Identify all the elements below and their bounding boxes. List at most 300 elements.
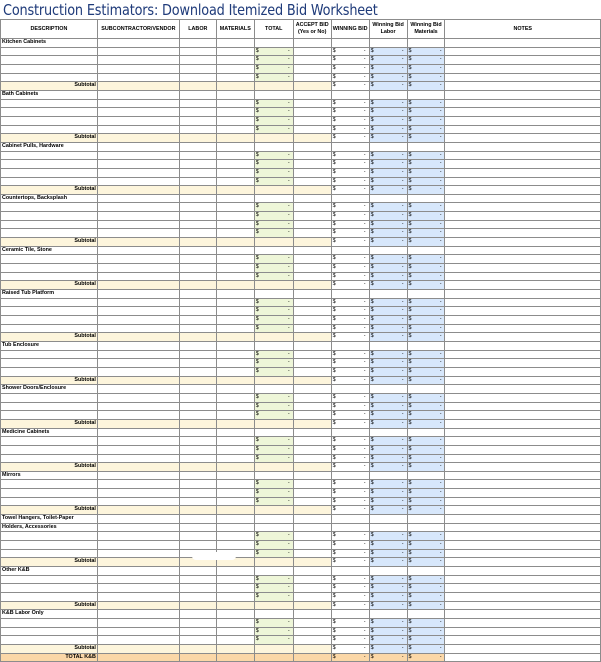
notes-cell[interactable]	[445, 532, 601, 541]
cell[interactable]	[293, 471, 331, 480]
column-header-total[interactable]: TOTAL	[254, 20, 293, 39]
subcontractor-cell[interactable]	[97, 419, 179, 428]
winning-bid-materials-cell[interactable]	[407, 575, 445, 584]
description-cell[interactable]	[1, 229, 98, 238]
subcontractor-cell[interactable]	[97, 393, 179, 402]
grand-total-label[interactable]: TOTAL K&B	[1, 653, 98, 662]
winning-bid-cell[interactable]	[331, 108, 369, 117]
labor-cell[interactable]	[179, 584, 216, 593]
cell[interactable]	[445, 39, 601, 48]
winning-bid-cell[interactable]	[331, 489, 369, 498]
accept-bid-cell[interactable]	[293, 47, 331, 56]
winning-bid-labor-cell[interactable]	[369, 532, 407, 541]
labor-cell[interactable]	[179, 532, 216, 541]
winning-bid-labor-cell[interactable]	[369, 445, 407, 454]
total-cell[interactable]	[254, 454, 293, 463]
total-cell[interactable]	[254, 177, 293, 186]
materials-cell[interactable]	[216, 359, 254, 368]
materials-subtotal-cell[interactable]	[216, 376, 254, 385]
description-cell[interactable]	[1, 272, 98, 281]
accept-bid-cell[interactable]	[293, 636, 331, 645]
winning-bid-materials-subtotal-cell[interactable]	[407, 281, 445, 290]
subcontractor-cell[interactable]	[97, 463, 179, 472]
labor-cell[interactable]	[179, 454, 216, 463]
materials-cell[interactable]	[216, 229, 254, 238]
cell[interactable]	[216, 39, 254, 48]
materials-cell[interactable]	[216, 367, 254, 376]
cell[interactable]	[179, 428, 216, 437]
materials-cell[interactable]	[216, 584, 254, 593]
materials-cell[interactable]	[216, 177, 254, 186]
materials-cell[interactable]	[216, 575, 254, 584]
cell[interactable]	[293, 194, 331, 203]
cell[interactable]	[179, 385, 216, 394]
subcontractor-cell[interactable]	[97, 220, 179, 229]
labor-cell[interactable]	[179, 627, 216, 636]
winning-bid-cell[interactable]	[331, 350, 369, 359]
accept-bid-cell[interactable]	[293, 333, 331, 342]
winning-bid-subtotal-cell[interactable]	[331, 333, 369, 342]
notes-cell[interactable]	[445, 82, 601, 91]
winning-bid-labor-cell[interactable]	[369, 324, 407, 333]
winning-bid-labor-cell[interactable]	[369, 489, 407, 498]
section-name[interactable]: Kitchen Cabinets	[1, 39, 98, 48]
cell[interactable]	[179, 246, 216, 255]
subcontractor-cell[interactable]	[97, 212, 179, 221]
labor-cell[interactable]	[179, 541, 216, 550]
total-cell[interactable]	[254, 636, 293, 645]
cell[interactable]	[407, 428, 445, 437]
winning-bid-cell[interactable]	[331, 367, 369, 376]
subcontractor-cell[interactable]	[97, 350, 179, 359]
description-cell[interactable]	[1, 47, 98, 56]
winning-bid-cell[interactable]	[331, 393, 369, 402]
winning-bid-cell[interactable]	[331, 298, 369, 307]
notes-cell[interactable]	[445, 593, 601, 602]
materials-subtotal-cell[interactable]	[216, 281, 254, 290]
total-cell[interactable]	[254, 489, 293, 498]
total-cell[interactable]	[254, 445, 293, 454]
winning-bid-materials-subtotal-cell[interactable]	[407, 376, 445, 385]
description-cell[interactable]	[1, 618, 98, 627]
labor-subtotal-cell[interactable]	[179, 333, 216, 342]
materials-cell[interactable]	[216, 151, 254, 160]
notes-cell[interactable]	[445, 506, 601, 515]
winning-bid-materials-cell[interactable]	[407, 593, 445, 602]
winning-bid-materials-cell[interactable]	[407, 437, 445, 446]
accept-bid-cell[interactable]	[293, 627, 331, 636]
subtotal-label[interactable]: Subtotal	[1, 376, 98, 385]
winning-bid-materials-subtotal-cell[interactable]	[407, 644, 445, 653]
accept-bid-cell[interactable]	[293, 264, 331, 273]
winning-bid-labor-cell[interactable]	[369, 177, 407, 186]
labor-subtotal-cell[interactable]	[179, 419, 216, 428]
cell[interactable]	[97, 142, 179, 151]
notes-cell[interactable]	[445, 480, 601, 489]
subcontractor-cell[interactable]	[97, 298, 179, 307]
labor-cell[interactable]	[179, 56, 216, 65]
winning-bid-materials-cell[interactable]	[407, 489, 445, 498]
winning-bid-materials-cell[interactable]	[407, 636, 445, 645]
subtotal-label[interactable]: Subtotal	[1, 186, 98, 195]
total-cell[interactable]	[254, 203, 293, 212]
labor-subtotal-cell[interactable]	[179, 644, 216, 653]
winning-bid-subtotal-cell[interactable]	[331, 134, 369, 143]
notes-cell[interactable]	[445, 160, 601, 169]
notes-cell[interactable]	[445, 324, 601, 333]
accept-bid-cell[interactable]	[293, 445, 331, 454]
cell[interactable]	[97, 610, 179, 619]
notes-cell[interactable]	[445, 558, 601, 567]
description-cell[interactable]	[1, 212, 98, 221]
notes-cell[interactable]	[445, 541, 601, 550]
materials-cell[interactable]	[216, 593, 254, 602]
section-name[interactable]: K&B Labor Only	[1, 610, 98, 619]
winning-bid-materials-cell[interactable]	[407, 177, 445, 186]
grand-total-cell[interactable]	[254, 653, 293, 662]
cell[interactable]	[179, 90, 216, 99]
subcontractor-cell[interactable]	[97, 64, 179, 73]
total-subtotal-cell[interactable]	[254, 463, 293, 472]
materials-cell[interactable]	[216, 203, 254, 212]
description-cell[interactable]	[1, 298, 98, 307]
cell[interactable]	[216, 523, 254, 532]
accept-bid-cell[interactable]	[293, 367, 331, 376]
notes-cell[interactable]	[445, 281, 601, 290]
winning-bid-subtotal-cell[interactable]	[331, 238, 369, 247]
section-name[interactable]: Tub Enclosure	[1, 341, 98, 350]
total-subtotal-cell[interactable]	[254, 186, 293, 195]
description-cell[interactable]	[1, 532, 98, 541]
winning-bid-labor-cell[interactable]	[369, 73, 407, 82]
winning-bid-materials-cell[interactable]	[407, 307, 445, 316]
description-cell[interactable]	[1, 255, 98, 264]
notes-cell[interactable]	[445, 393, 601, 402]
section-name[interactable]: Mirrors	[1, 471, 98, 480]
cell[interactable]	[369, 341, 407, 350]
cell[interactable]	[97, 471, 179, 480]
section-name-continued[interactable]: Holders, Accessories	[1, 523, 98, 532]
cell[interactable]	[369, 428, 407, 437]
winning-bid-materials-cell[interactable]	[407, 64, 445, 73]
materials-cell[interactable]	[216, 541, 254, 550]
description-cell[interactable]	[1, 627, 98, 636]
description-cell[interactable]	[1, 64, 98, 73]
cell[interactable]	[254, 428, 293, 437]
winning-bid-cell[interactable]	[331, 549, 369, 558]
notes-cell[interactable]	[445, 47, 601, 56]
subcontractor-cell[interactable]	[97, 125, 179, 134]
winning-bid-materials-subtotal-cell[interactable]	[407, 82, 445, 91]
labor-cell[interactable]	[179, 264, 216, 273]
cell[interactable]	[254, 90, 293, 99]
winning-bid-materials-cell[interactable]	[407, 151, 445, 160]
winning-bid-materials-cell[interactable]	[407, 497, 445, 506]
materials-cell[interactable]	[216, 489, 254, 498]
winning-bid-labor-cell[interactable]	[369, 350, 407, 359]
notes-cell[interactable]	[445, 636, 601, 645]
grand-total-cell[interactable]	[216, 653, 254, 662]
total-cell[interactable]	[254, 593, 293, 602]
cell[interactable]	[254, 610, 293, 619]
subcontractor-cell[interactable]	[97, 134, 179, 143]
notes-cell[interactable]	[445, 333, 601, 342]
accept-bid-cell[interactable]	[293, 402, 331, 411]
notes-cell[interactable]	[445, 298, 601, 307]
materials-subtotal-cell[interactable]	[216, 186, 254, 195]
subcontractor-cell[interactable]	[97, 376, 179, 385]
cell[interactable]	[445, 341, 601, 350]
winning-bid-cell[interactable]	[331, 125, 369, 134]
winning-bid-materials-cell[interactable]	[407, 350, 445, 359]
winning-bid-materials-cell[interactable]	[407, 402, 445, 411]
notes-cell[interactable]	[445, 307, 601, 316]
winning-bid-cell[interactable]	[331, 636, 369, 645]
materials-cell[interactable]	[216, 160, 254, 169]
winning-bid-materials-subtotal-cell[interactable]	[407, 463, 445, 472]
materials-cell[interactable]	[216, 168, 254, 177]
description-cell[interactable]	[1, 636, 98, 645]
accept-bid-cell[interactable]	[293, 160, 331, 169]
column-header-notes[interactable]: NOTES	[445, 20, 601, 39]
accept-bid-cell[interactable]	[293, 56, 331, 65]
subcontractor-cell[interactable]	[97, 541, 179, 550]
description-cell[interactable]	[1, 116, 98, 125]
labor-cell[interactable]	[179, 177, 216, 186]
accept-bid-cell[interactable]	[293, 541, 331, 550]
description-cell[interactable]	[1, 593, 98, 602]
subcontractor-cell[interactable]	[97, 281, 179, 290]
winning-bid-labor-subtotal-cell[interactable]	[369, 601, 407, 610]
total-cell[interactable]	[254, 272, 293, 281]
cell[interactable]	[179, 610, 216, 619]
labor-cell[interactable]	[179, 160, 216, 169]
cell[interactable]	[216, 341, 254, 350]
materials-cell[interactable]	[216, 497, 254, 506]
cell[interactable]	[97, 194, 179, 203]
description-cell[interactable]	[1, 56, 98, 65]
materials-cell[interactable]	[216, 73, 254, 82]
cell[interactable]	[179, 39, 216, 48]
cell[interactable]	[331, 39, 369, 48]
notes-cell[interactable]	[445, 316, 601, 325]
subcontractor-cell[interactable]	[97, 99, 179, 108]
cell[interactable]	[331, 471, 369, 480]
cell[interactable]	[331, 90, 369, 99]
winning-bid-labor-cell[interactable]	[369, 108, 407, 117]
cell[interactable]	[331, 385, 369, 394]
grand-total-cell[interactable]	[293, 653, 331, 662]
notes-cell[interactable]	[445, 445, 601, 454]
cell[interactable]	[254, 385, 293, 394]
description-cell[interactable]	[1, 151, 98, 160]
subcontractor-cell[interactable]	[97, 272, 179, 281]
cell[interactable]	[216, 90, 254, 99]
total-cell[interactable]	[254, 575, 293, 584]
subcontractor-cell[interactable]	[97, 177, 179, 186]
cell[interactable]	[254, 194, 293, 203]
cell[interactable]	[254, 341, 293, 350]
description-cell[interactable]	[1, 480, 98, 489]
total-cell[interactable]	[254, 99, 293, 108]
cell[interactable]	[216, 515, 254, 524]
section-name[interactable]: Cabinet Pulls, Hardware	[1, 142, 98, 151]
winning-bid-labor-subtotal-cell[interactable]	[369, 134, 407, 143]
notes-cell[interactable]	[445, 359, 601, 368]
winning-bid-labor-cell[interactable]	[369, 402, 407, 411]
winning-bid-labor-cell[interactable]	[369, 541, 407, 550]
notes-cell[interactable]	[445, 168, 601, 177]
description-cell[interactable]	[1, 168, 98, 177]
winning-bid-labor-cell[interactable]	[369, 316, 407, 325]
winning-bid-labor-cell[interactable]	[369, 618, 407, 627]
winning-bid-materials-cell[interactable]	[407, 272, 445, 281]
total-cell[interactable]	[254, 618, 293, 627]
winning-bid-labor-subtotal-cell[interactable]	[369, 463, 407, 472]
winning-bid-labor-cell[interactable]	[369, 393, 407, 402]
notes-cell[interactable]	[445, 238, 601, 247]
materials-cell[interactable]	[216, 437, 254, 446]
accept-bid-cell[interactable]	[293, 601, 331, 610]
winning-bid-labor-cell[interactable]	[369, 454, 407, 463]
cell[interactable]	[369, 194, 407, 203]
winning-bid-materials-cell[interactable]	[407, 264, 445, 273]
subcontractor-cell[interactable]	[97, 108, 179, 117]
labor-subtotal-cell[interactable]	[179, 601, 216, 610]
section-name[interactable]: Countertops, Backsplash	[1, 194, 98, 203]
materials-subtotal-cell[interactable]	[216, 463, 254, 472]
materials-cell[interactable]	[216, 393, 254, 402]
subcontractor-cell[interactable]	[97, 82, 179, 91]
total-cell[interactable]	[254, 64, 293, 73]
cell[interactable]	[293, 142, 331, 151]
total-cell[interactable]	[254, 393, 293, 402]
labor-cell[interactable]	[179, 350, 216, 359]
winning-bid-cell[interactable]	[331, 402, 369, 411]
winning-bid-materials-cell[interactable]	[407, 160, 445, 169]
winning-bid-cell[interactable]	[331, 316, 369, 325]
accept-bid-cell[interactable]	[293, 229, 331, 238]
accept-bid-cell[interactable]	[293, 411, 331, 420]
grand-total-winning-bid-materials[interactable]	[407, 653, 445, 662]
winning-bid-labor-subtotal-cell[interactable]	[369, 281, 407, 290]
accept-bid-cell[interactable]	[293, 618, 331, 627]
total-subtotal-cell[interactable]	[254, 281, 293, 290]
cell[interactable]	[331, 515, 369, 524]
winning-bid-labor-cell[interactable]	[369, 437, 407, 446]
cell[interactable]	[369, 471, 407, 480]
cell[interactable]	[293, 515, 331, 524]
labor-cell[interactable]	[179, 575, 216, 584]
description-cell[interactable]	[1, 575, 98, 584]
cell[interactable]	[254, 523, 293, 532]
description-cell[interactable]	[1, 125, 98, 134]
cell[interactable]	[254, 39, 293, 48]
total-cell[interactable]	[254, 324, 293, 333]
cell[interactable]	[369, 610, 407, 619]
winning-bid-labor-cell[interactable]	[369, 549, 407, 558]
materials-cell[interactable]	[216, 445, 254, 454]
winning-bid-cell[interactable]	[331, 454, 369, 463]
total-cell[interactable]	[254, 73, 293, 82]
accept-bid-cell[interactable]	[293, 350, 331, 359]
cell[interactable]	[407, 471, 445, 480]
description-cell[interactable]	[1, 367, 98, 376]
notes-cell[interactable]	[445, 497, 601, 506]
cell[interactable]	[331, 523, 369, 532]
cell[interactable]	[179, 471, 216, 480]
materials-cell[interactable]	[216, 411, 254, 420]
labor-cell[interactable]	[179, 203, 216, 212]
winning-bid-labor-cell[interactable]	[369, 359, 407, 368]
cell[interactable]	[293, 90, 331, 99]
notes-cell[interactable]	[445, 411, 601, 420]
labor-cell[interactable]	[179, 73, 216, 82]
total-subtotal-cell[interactable]	[254, 333, 293, 342]
notes-cell[interactable]	[445, 229, 601, 238]
description-cell[interactable]	[1, 316, 98, 325]
winning-bid-cell[interactable]	[331, 212, 369, 221]
accept-bid-cell[interactable]	[293, 437, 331, 446]
total-subtotal-cell[interactable]	[254, 82, 293, 91]
winning-bid-materials-cell[interactable]	[407, 359, 445, 368]
grand-total-cell[interactable]	[179, 653, 216, 662]
accept-bid-cell[interactable]	[293, 497, 331, 506]
labor-subtotal-cell[interactable]	[179, 376, 216, 385]
labor-cell[interactable]	[179, 402, 216, 411]
notes-cell[interactable]	[445, 186, 601, 195]
total-cell[interactable]	[254, 168, 293, 177]
total-cell[interactable]	[254, 497, 293, 506]
notes-cell[interactable]	[445, 116, 601, 125]
winning-bid-cell[interactable]	[331, 220, 369, 229]
winning-bid-labor-cell[interactable]	[369, 411, 407, 420]
cell[interactable]	[445, 471, 601, 480]
description-cell[interactable]	[1, 307, 98, 316]
cell[interactable]	[407, 90, 445, 99]
total-cell[interactable]	[254, 411, 293, 420]
winning-bid-materials-cell[interactable]	[407, 99, 445, 108]
cell[interactable]	[369, 515, 407, 524]
winning-bid-materials-cell[interactable]	[407, 532, 445, 541]
winning-bid-labor-cell[interactable]	[369, 229, 407, 238]
winning-bid-labor-subtotal-cell[interactable]	[369, 644, 407, 653]
total-cell[interactable]	[254, 402, 293, 411]
materials-cell[interactable]	[216, 532, 254, 541]
winning-bid-cell[interactable]	[331, 56, 369, 65]
cell[interactable]	[216, 194, 254, 203]
winning-bid-labor-cell[interactable]	[369, 307, 407, 316]
notes-cell[interactable]	[445, 108, 601, 117]
labor-cell[interactable]	[179, 108, 216, 117]
winning-bid-subtotal-cell[interactable]	[331, 463, 369, 472]
notes-cell[interactable]	[445, 618, 601, 627]
labor-cell[interactable]	[179, 116, 216, 125]
labor-cell[interactable]	[179, 64, 216, 73]
cell[interactable]	[179, 515, 216, 524]
winning-bid-cell[interactable]	[331, 411, 369, 420]
accept-bid-cell[interactable]	[293, 238, 331, 247]
labor-cell[interactable]	[179, 255, 216, 264]
total-cell[interactable]	[254, 541, 293, 550]
winning-bid-cell[interactable]	[331, 229, 369, 238]
grand-total-winning-bid[interactable]	[331, 653, 369, 662]
winning-bid-labor-cell[interactable]	[369, 298, 407, 307]
cell[interactable]	[369, 246, 407, 255]
winning-bid-materials-cell[interactable]	[407, 454, 445, 463]
winning-bid-materials-cell[interactable]	[407, 584, 445, 593]
winning-bid-cell[interactable]	[331, 255, 369, 264]
